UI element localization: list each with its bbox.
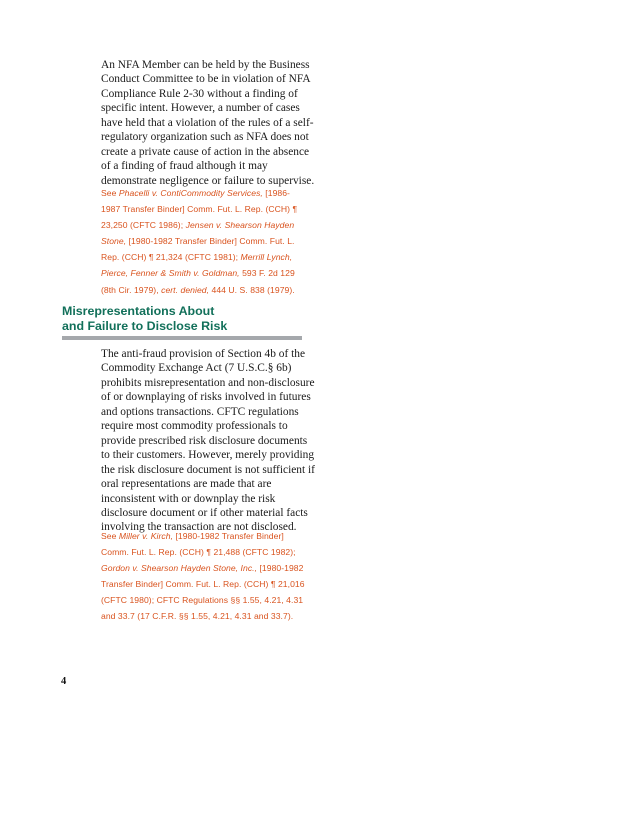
intro-paragraph: An NFA Member can be held by the Business Conduct Committee to be in violation of NFA Compliance Rule 2-30 without a finding of specific intent. However, a number of cases have held that a violation of the rules of a self-regulatory organization such as NFA does not create a private cause of action in the absence of a finding of fraud although it may demonstrate negligence or failure to supervise. bbox=[101, 59, 315, 187]
citation-see: See bbox=[101, 188, 119, 198]
case-name: Merrill Lynch, Pierce, Fenner & Smith v. Goldman, bbox=[101, 252, 293, 279]
case-name: Gordon v. Shearson Hayden Stone, Inc., bbox=[101, 563, 258, 574]
citation-text: [1980-1982 Transfer Binder] Comm. Fut. L. Rep. (CCH) ¶ 21,488 (CFTC 1982); bbox=[101, 531, 296, 558]
page-number: 4 bbox=[61, 676, 67, 687]
section-heading-line: and Failure to Disclose Risk bbox=[62, 318, 228, 333]
cert-denied: cert. denied, bbox=[161, 284, 210, 295]
section-heading bbox=[62, 304, 227, 333]
case-name: Jensen v. Shearson Hayden Stone, bbox=[101, 220, 295, 247]
citation-text: [1980-1982 Transfer Binder] Comm. Fut. L. Rep. (CCH) ¶ 21,324 (CFTC 1981); bbox=[101, 236, 295, 263]
citation-see: See bbox=[101, 531, 119, 541]
section-heading-line: Misrepresentations About bbox=[62, 304, 215, 318]
citation-text: 444 U. S. 838 (1979). bbox=[209, 284, 295, 295]
citation-block bbox=[101, 185, 306, 298]
citation-block bbox=[101, 528, 306, 625]
case-name: Phacelli v. ContiCommodity Services, bbox=[118, 188, 263, 198]
case-name: Miller v. Kirch, bbox=[118, 531, 174, 541]
body-paragraph: The anti-fraud provision of Section 4b of the Commodity Exchange Act (7 U.S.C.§ 6b) prohibits misrepresentation and non-disclosure of or downplaying of risks involved in futures and options transactions. CFTC regulations require most commodity professionals to provide prescribed risk disclosure documents to their customers. However, merely providing the risk disclosure document is not sufficient if oral representations are made that are inconsistent with or downplay the risk disclosure document or if other material facts involving the transaction are not disclosed. bbox=[101, 348, 315, 534]
citation-text: [1986-1987 Transfer Binder] Comm. Fut. L. Rep. (CCH) ¶ 23,250 (CFTC 1986); bbox=[101, 188, 298, 231]
heading-rule bbox=[62, 336, 302, 340]
citation-text: [1980-1982 Transfer Binder] Comm. Fut. L. Rep. (CCH) ¶ 21,016 (CFTC 1980); CFTC Regulations §§ 1.55, 4.21, 4.31 and 33.7 (17 C.F.R. §§ 1.55, 4.21, 4.31 and 33.7). bbox=[101, 563, 305, 622]
citation-text: 593 F. 2d 129 (8th Cir. 1979), bbox=[101, 268, 295, 295]
